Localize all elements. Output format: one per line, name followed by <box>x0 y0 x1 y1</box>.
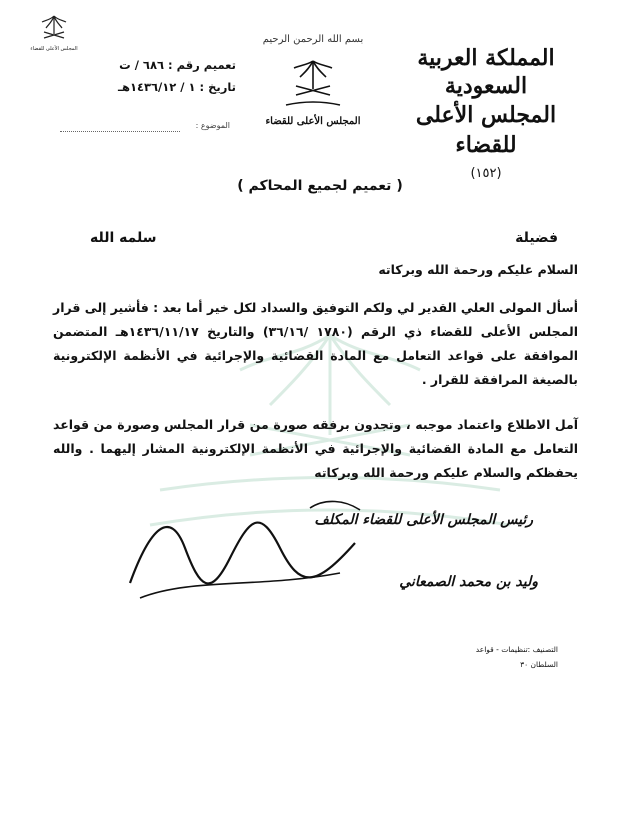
header-number: (١٥٢) <box>470 166 502 181</box>
basmala: بسم الله الرحمن الرحيم <box>262 34 364 45</box>
corner-logo-label: المجلس الأعلى للقضاء <box>30 46 78 52</box>
paragraph-reference: أسأل المولى العلي القدير لي ولكم التوفيق والسداد لكل خير أما بعد : فأشير إلى قرار المجلس الأعلى للقضاء ذي الرقم (١٧٨٠ /٣٦/١٦) والتاريخ ١٤٣٦/١١/١٧هـ المتضمن الموافقة على قواعد التعامل مع المادة القضائية والإجرائية في الأنظمة الإلكترونية بالصيغة المرافقة للقرار . <box>53 300 578 387</box>
classification: التصنيف :تنظيمات - قواعد <box>475 645 558 654</box>
salutation-addressee: فضيلة <box>515 230 558 246</box>
center-council-name: المجلس الأعلى للقضاء <box>265 116 361 127</box>
subject-label: الموضوع : <box>195 121 230 130</box>
signatory-name: وليد بن محمد الصمعاني <box>399 574 538 590</box>
signatory-title: رئيس المجلس الأعلى للقضاء المكلف <box>314 512 533 528</box>
council-name: المجلس الأعلى للقضاء <box>415 102 557 158</box>
palm-and-swords-emblem-icon <box>278 55 348 113</box>
sultan-ref: السلطان ٣٠ <box>520 660 558 669</box>
circular-meta <box>86 54 236 98</box>
greeting: السلام عليكم ورحمة الله وبركاته <box>378 262 578 277</box>
subject-line <box>60 131 180 132</box>
org-header <box>386 44 586 181</box>
paragraph-request: آمل الاطلاع واعتماد موجبه ، وتجدون برفقه صورة من قرار المجلس وصورة من قواعد التعامل مع المادة القضائية والإجرائية في الأنظمة الإلكترونية المشار إليهما . والله يحفظكم والسلام عليكم ورحمة الله وبركاته <box>53 417 578 480</box>
corner-emblem-icon <box>30 12 78 54</box>
salutation-blessing: سلمه الله <box>90 230 157 246</box>
circular-number: تعميم رقم : ٦٨٦ / ت <box>119 58 236 72</box>
circular-title: ( تعميم لجميع المحاكم ) <box>237 178 403 194</box>
circular-date: تاريخ : ١ / ١٤٣٦/١٢هـ <box>118 80 236 94</box>
kingdom-name: المملكة العربية السعودية <box>417 45 555 99</box>
handwritten-signature <box>110 488 370 608</box>
